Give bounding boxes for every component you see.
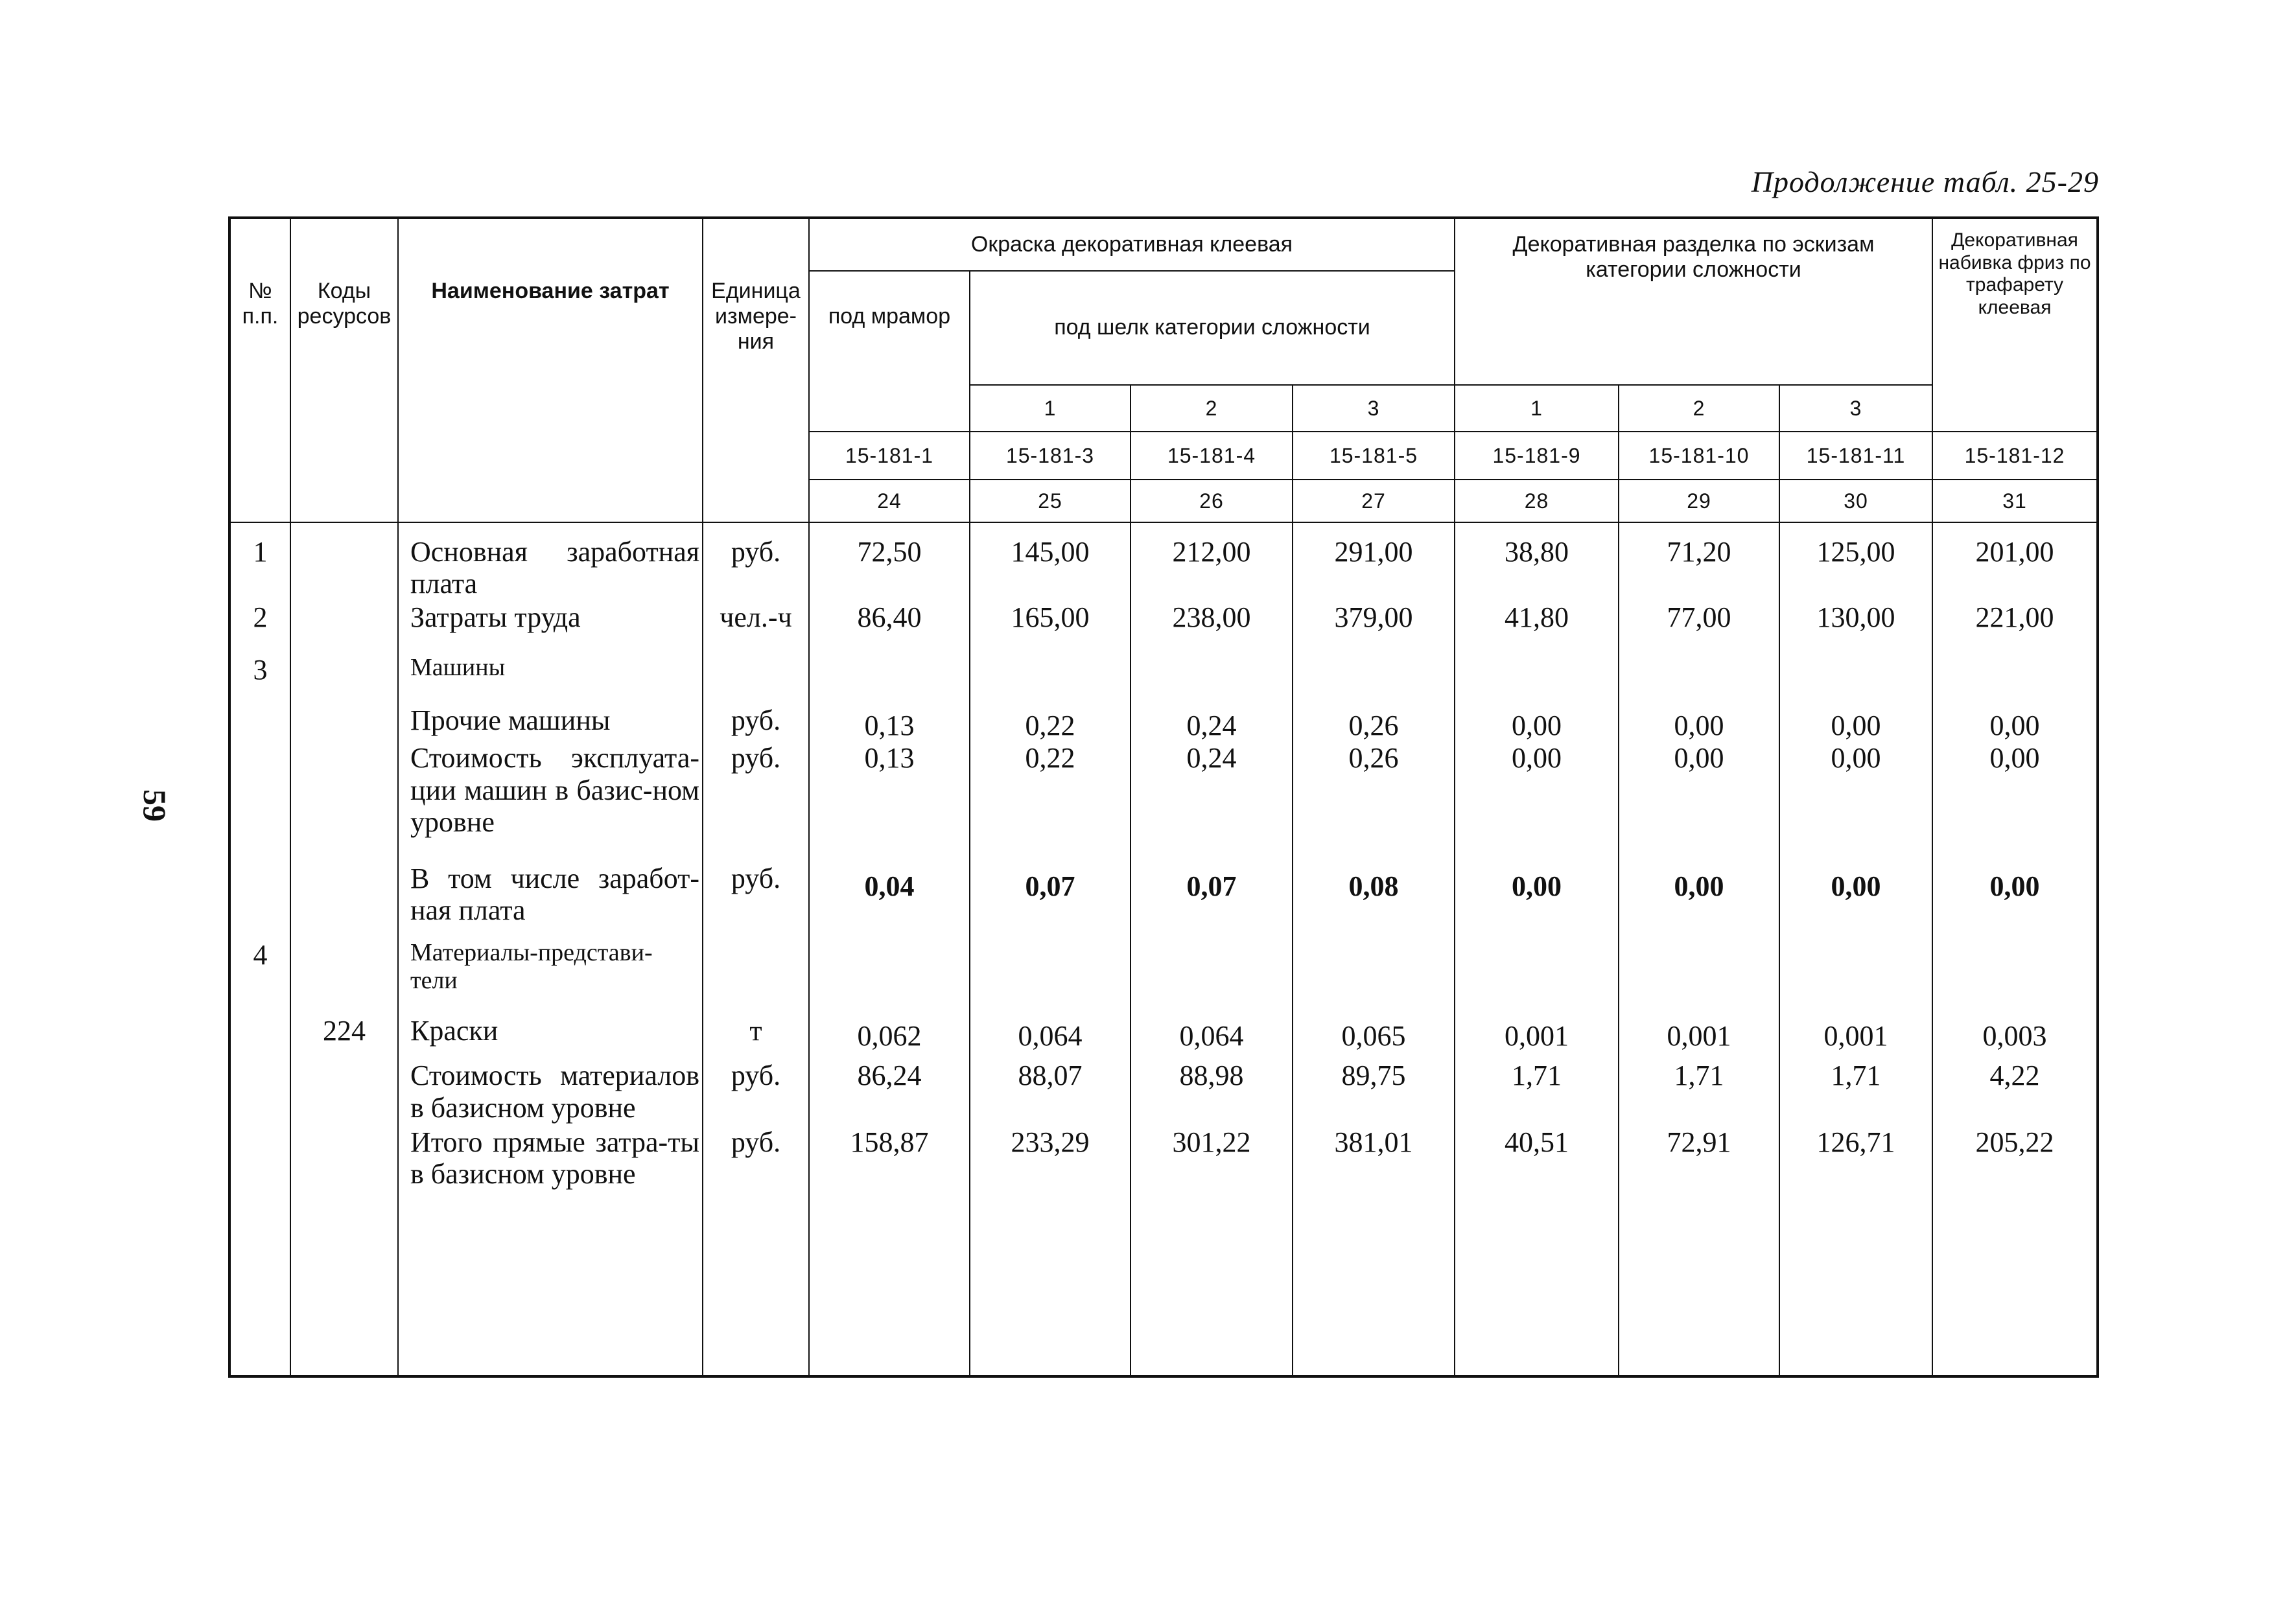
table-row xyxy=(229,742,2098,855)
header-number: 31 xyxy=(1932,480,2098,522)
row-number-cell: 1 xyxy=(229,522,290,601)
value-cell xyxy=(970,927,1131,1009)
value-cell: 291,00 xyxy=(1293,522,1455,601)
value-cell: 1,71 xyxy=(1779,1057,1932,1125)
unit-cell: чел.-ч xyxy=(703,601,809,655)
header-group-decor: Декоративная разделка по эскизам категории сложности xyxy=(1455,218,1932,385)
resource-code-cell: 224 xyxy=(290,1010,398,1057)
value-cell: 89,75 xyxy=(1293,1057,1455,1125)
value-cell: 0,00 xyxy=(1619,701,1779,743)
cost-name-cell: Стоимость эксплуата-ции машин в базис-ном уровне xyxy=(398,742,703,855)
value-cell xyxy=(1293,654,1455,700)
value-cell: 1,71 xyxy=(1455,1057,1619,1125)
cost-name-cell: В том числе заработ-ная плата xyxy=(398,856,703,928)
empty-cell xyxy=(1131,1191,1293,1376)
value-cell: 1,71 xyxy=(1619,1057,1779,1125)
header-category: 2 xyxy=(1131,385,1293,432)
value-cell: 221,00 xyxy=(1932,601,2098,655)
resource-code-cell xyxy=(290,522,398,601)
value-cell: 0,001 xyxy=(1455,1010,1619,1057)
unit-cell: руб. xyxy=(703,1057,809,1125)
row-number-cell: 2 xyxy=(229,601,290,655)
value-cell: 0,07 xyxy=(1131,856,1293,928)
value-cell: 0,00 xyxy=(1932,742,2098,855)
value-cell: 0,22 xyxy=(970,701,1131,743)
header-number: 26 xyxy=(1131,480,1293,522)
value-cell: 0,00 xyxy=(1779,742,1932,855)
header-silk: под шелк категории сложности xyxy=(970,271,1455,385)
value-cell: 205,22 xyxy=(1932,1125,2098,1192)
row-number-cell xyxy=(229,1125,290,1192)
value-cell: 0,26 xyxy=(1293,701,1455,743)
value-cell xyxy=(970,654,1131,700)
header-category: 2 xyxy=(1619,385,1779,432)
value-cell: 0,08 xyxy=(1293,856,1455,928)
empty-cell xyxy=(398,1191,703,1376)
empty-cell xyxy=(1455,1191,1619,1376)
empty-cell xyxy=(1932,1191,2098,1376)
value-cell: 0,00 xyxy=(1455,856,1619,928)
header-number: 29 xyxy=(1619,480,1779,522)
value-cell xyxy=(809,654,970,700)
value-cell: 130,00 xyxy=(1779,601,1932,655)
value-cell xyxy=(1932,654,2098,700)
resource-code-cell xyxy=(290,1125,398,1192)
value-cell: 88,98 xyxy=(1131,1057,1293,1125)
value-cell: 0,00 xyxy=(1779,856,1932,928)
value-cell: 77,00 xyxy=(1619,601,1779,655)
value-cell xyxy=(1619,654,1779,700)
value-cell: 0,13 xyxy=(809,701,970,743)
value-cell: 0,00 xyxy=(1455,701,1619,743)
resource-code-cell xyxy=(290,654,398,700)
value-cell: 0,04 xyxy=(809,856,970,928)
value-cell: 86,40 xyxy=(809,601,970,655)
value-cell: 38,80 xyxy=(1455,522,1619,601)
table-row xyxy=(229,1010,2098,1057)
value-cell: 0,26 xyxy=(1293,742,1455,855)
cost-table xyxy=(228,216,2099,1378)
cost-name-cell: Стоимость материалов в базисном уровне xyxy=(398,1057,703,1125)
header-code: 15-181-11 xyxy=(1779,432,1932,480)
header-unit: Единица измере-ния xyxy=(703,218,809,522)
row-number-cell: 4 xyxy=(229,927,290,1009)
value-cell: 379,00 xyxy=(1293,601,1455,655)
header-code: 15-181-1 xyxy=(809,432,970,480)
value-cell: 0,00 xyxy=(1619,742,1779,855)
value-cell: 0,22 xyxy=(970,742,1131,855)
value-cell: 158,87 xyxy=(809,1125,970,1192)
row-number-cell: 3 xyxy=(229,654,290,700)
value-cell: 72,91 xyxy=(1619,1125,1779,1192)
table-row xyxy=(229,1057,2098,1125)
value-cell: 0,00 xyxy=(1619,856,1779,928)
page-number: 59 xyxy=(137,789,173,822)
header-category: 1 xyxy=(970,385,1131,432)
cost-name-cell: Затраты труда xyxy=(398,601,703,655)
header-number: 24 xyxy=(809,480,970,522)
table-row xyxy=(229,522,2098,601)
cost-name-cell: Итого прямые затра-ты в базисном уровне xyxy=(398,1125,703,1192)
header-number: 28 xyxy=(1455,480,1619,522)
value-cell xyxy=(1455,654,1619,700)
table-caption: Продолжение табл. 25-29 xyxy=(1751,165,2099,198)
header-number: 27 xyxy=(1293,480,1455,522)
empty-cell xyxy=(1779,1191,1932,1376)
unit-cell: руб. xyxy=(703,1125,809,1192)
value-cell: 0,00 xyxy=(1779,701,1932,743)
value-cell: 238,00 xyxy=(1131,601,1293,655)
header-code: 15-181-10 xyxy=(1619,432,1779,480)
filler-row xyxy=(229,1191,2098,1376)
value-cell: 145,00 xyxy=(970,522,1131,601)
empty-cell xyxy=(1619,1191,1779,1376)
empty-cell xyxy=(1293,1191,1455,1376)
value-cell: 201,00 xyxy=(1932,522,2098,601)
value-cell: 0,001 xyxy=(1619,1010,1779,1057)
header-group-painting: Окраска декоративная клеевая xyxy=(809,218,1455,271)
value-cell xyxy=(1455,927,1619,1009)
value-cell xyxy=(809,927,970,1009)
value-cell: 0,001 xyxy=(1779,1010,1932,1057)
value-cell: 212,00 xyxy=(1131,522,1293,601)
header-name: Наименование затрат xyxy=(398,218,703,522)
value-cell: 0,24 xyxy=(1131,701,1293,743)
empty-cell xyxy=(809,1191,970,1376)
value-cell xyxy=(1293,927,1455,1009)
value-cell xyxy=(1932,927,2098,1009)
value-cell: 0,24 xyxy=(1131,742,1293,855)
value-cell: 0,00 xyxy=(1932,856,2098,928)
resource-code-cell xyxy=(290,601,398,655)
value-cell: 0,07 xyxy=(970,856,1131,928)
header-category: 1 xyxy=(1455,385,1619,432)
value-cell: 0,064 xyxy=(1131,1010,1293,1057)
value-cell: 301,22 xyxy=(1131,1125,1293,1192)
value-cell: 233,29 xyxy=(970,1125,1131,1192)
row-number-cell xyxy=(229,742,290,855)
value-cell: 86,24 xyxy=(809,1057,970,1125)
table-row xyxy=(229,856,2098,928)
resource-code-cell xyxy=(290,856,398,928)
unit-cell xyxy=(703,927,809,1009)
unit-cell: руб. xyxy=(703,522,809,601)
header-number: 25 xyxy=(970,480,1131,522)
cost-name-cell: Краски xyxy=(398,1010,703,1057)
value-cell xyxy=(1131,654,1293,700)
row-number-cell xyxy=(229,1057,290,1125)
header-code: 15-181-9 xyxy=(1455,432,1619,480)
value-cell xyxy=(1779,927,1932,1009)
value-cell: 0,00 xyxy=(1932,701,2098,743)
table-row xyxy=(229,1125,2098,1192)
table-body xyxy=(229,522,2098,1376)
header-category: 3 xyxy=(1293,385,1455,432)
header-code: 15-181-5 xyxy=(1293,432,1455,480)
value-cell xyxy=(1131,927,1293,1009)
value-cell: 72,50 xyxy=(809,522,970,601)
unit-cell: руб. xyxy=(703,856,809,928)
table-row xyxy=(229,654,2098,700)
resource-code-cell xyxy=(290,742,398,855)
value-cell: 0,00 xyxy=(1455,742,1619,855)
unit-cell: руб. xyxy=(703,742,809,855)
cost-name-cell: Материалы-представи-тели xyxy=(398,927,703,1009)
value-cell: 4,22 xyxy=(1932,1057,2098,1125)
resource-code-cell xyxy=(290,701,398,743)
unit-cell: руб. xyxy=(703,701,809,743)
header-marble: под мрамор xyxy=(809,271,970,432)
cost-name-cell: Машины xyxy=(398,654,703,700)
unit-cell: т xyxy=(703,1010,809,1057)
header-category: 3 xyxy=(1779,385,1932,432)
header-codes: Коды ресурсов xyxy=(290,218,398,522)
header-code: 15-181-12 xyxy=(1932,432,2098,480)
value-cell: 40,51 xyxy=(1455,1125,1619,1192)
value-cell: 0,062 xyxy=(809,1010,970,1057)
unit-cell xyxy=(703,654,809,700)
value-cell: 126,71 xyxy=(1779,1125,1932,1192)
table-row xyxy=(229,927,2098,1009)
empty-cell xyxy=(229,1191,290,1376)
resource-code-cell xyxy=(290,1057,398,1125)
value-cell: 71,20 xyxy=(1619,522,1779,601)
value-cell: 41,80 xyxy=(1455,601,1619,655)
value-cell: 88,07 xyxy=(970,1057,1131,1125)
header-code: 15-181-3 xyxy=(970,432,1131,480)
header-no: № п.п. xyxy=(229,218,290,522)
resource-code-cell xyxy=(290,927,398,1009)
value-cell: 165,00 xyxy=(970,601,1131,655)
value-cell: 0,064 xyxy=(970,1010,1131,1057)
row-number-cell xyxy=(229,856,290,928)
value-cell: 125,00 xyxy=(1779,522,1932,601)
table-row xyxy=(229,601,2098,655)
table-row xyxy=(229,701,2098,743)
cost-name-cell: Прочие машины xyxy=(398,701,703,743)
header-code: 15-181-4 xyxy=(1131,432,1293,480)
value-cell: 0,13 xyxy=(809,742,970,855)
value-cell: 0,003 xyxy=(1932,1010,2098,1057)
value-cell: 381,01 xyxy=(1293,1125,1455,1192)
value-cell xyxy=(1619,927,1779,1009)
empty-cell xyxy=(703,1191,809,1376)
row-number-cell xyxy=(229,701,290,743)
row-number-cell xyxy=(229,1010,290,1057)
header-number: 30 xyxy=(1779,480,1932,522)
header-group-frieze: Декоративная набивка фриз по трафарету клеевая xyxy=(1932,218,2098,432)
value-cell: 0,065 xyxy=(1293,1010,1455,1057)
value-cell xyxy=(1779,654,1932,700)
empty-cell xyxy=(970,1191,1131,1376)
cost-name-cell: Основная заработная плата xyxy=(398,522,703,601)
empty-cell xyxy=(290,1191,398,1376)
